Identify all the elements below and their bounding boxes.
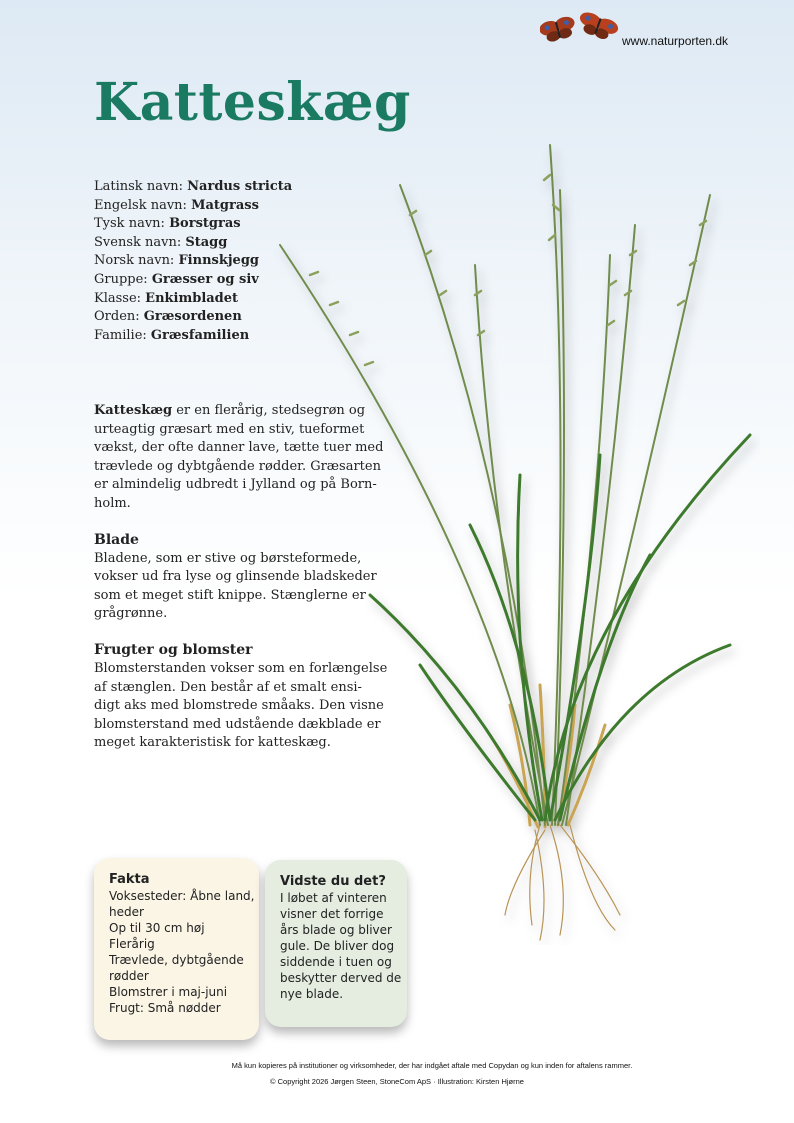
did-you-know-line: siddende i tuen og: [280, 955, 392, 969]
section-heading-blade: Blade: [94, 531, 139, 548]
did-you-know-line: gule. De bliver dog: [280, 939, 395, 953]
site-url[interactable]: www.naturporten.dk: [622, 34, 729, 48]
fact-line: Op til 30 cm høj: [109, 921, 205, 935]
did-you-know-line: års blade og bliver: [280, 923, 392, 937]
name-row: Gruppe: Græsser og siv: [94, 271, 259, 287]
names-list: [94, 178, 292, 345]
fact-line: Frugt: Små nødder: [109, 1001, 221, 1015]
grass-illustration-icon: [270, 125, 760, 945]
did-you-know-line: visner det forrige: [280, 907, 384, 921]
fact-line: Flerårig: [109, 937, 155, 951]
name-row: Orden: Græsordenen: [94, 309, 242, 325]
did-you-know-line: nye blade.: [280, 987, 344, 1001]
did-you-know-line: beskytter derved de: [280, 971, 402, 985]
footer-copyright: © Copyright 2026 Jørgen Steen, StoneCom ApS · Illustration: Kirsten Hjørne: [270, 1077, 524, 1086]
name-row: Latinsk navn: Nardus stricta: [94, 179, 293, 194]
footer-copy-notice: Må kun kopieres på institutioner og virksomheder, der har indgået aftale med Copydan og kun inden for aftalens rammer.: [231, 1061, 633, 1070]
facts-heading: Fakta: [109, 872, 150, 887]
fact-line: Trævlede, dybtgående: [109, 953, 244, 967]
fact-line: Voksesteder: Åbne land,: [109, 889, 255, 903]
did-you-know-line: I løbet af vinteren: [280, 891, 387, 905]
section-heading-frugter: Frugter og blomster: [94, 641, 253, 658]
name-row: Svensk navn: Stagg: [94, 234, 228, 250]
name-row: Norsk navn: Finnskjegg: [94, 253, 260, 269]
fact-line: rødder: [109, 969, 149, 983]
page-title: Katteskæg: [94, 72, 411, 133]
facts-box: [94, 858, 259, 1040]
intro-paragraph: Katteskæg er en flerårig, stedsegrøn og urteagtig græsart med en stiv, tueformet vækst, der ofte danner lave, tætte tuer med trævlede og dybtgående rødder. Græsarten er almindelig udbredt i Jylland og på Born- holm.: [94, 403, 384, 511]
name-row: Klasse: Enkimbladet: [94, 290, 239, 306]
fact-line: Blomstrer i maj-juni: [109, 985, 228, 999]
name-row: Tysk navn: Borstgras: [94, 216, 241, 232]
fact-line: heder: [109, 905, 144, 919]
section-text-blade: Bladene, som er stive og børsteformede, vokser ud fra lyse og glinsende bladskeder som et meget stift knippe. Stænglerne er grågrønne.: [94, 550, 377, 622]
did-you-know-heading: Vidste du det?: [280, 874, 386, 889]
did-you-know-box: [265, 860, 407, 1027]
section-text-frugter: Blomsterstanden vokser som en forlængelse af stænglen. Den består af et smalt ensi- digt aks med blomstrede småaks. Den visne blomsterstand med udstående dækblade er meget karakteristisk for katteskæg.: [94, 660, 388, 751]
name-row: Familie: Græsfamilien: [94, 327, 250, 343]
name-row: Engelsk navn: Matgrass: [94, 197, 259, 213]
butterfly-logo-icon: [540, 10, 622, 46]
